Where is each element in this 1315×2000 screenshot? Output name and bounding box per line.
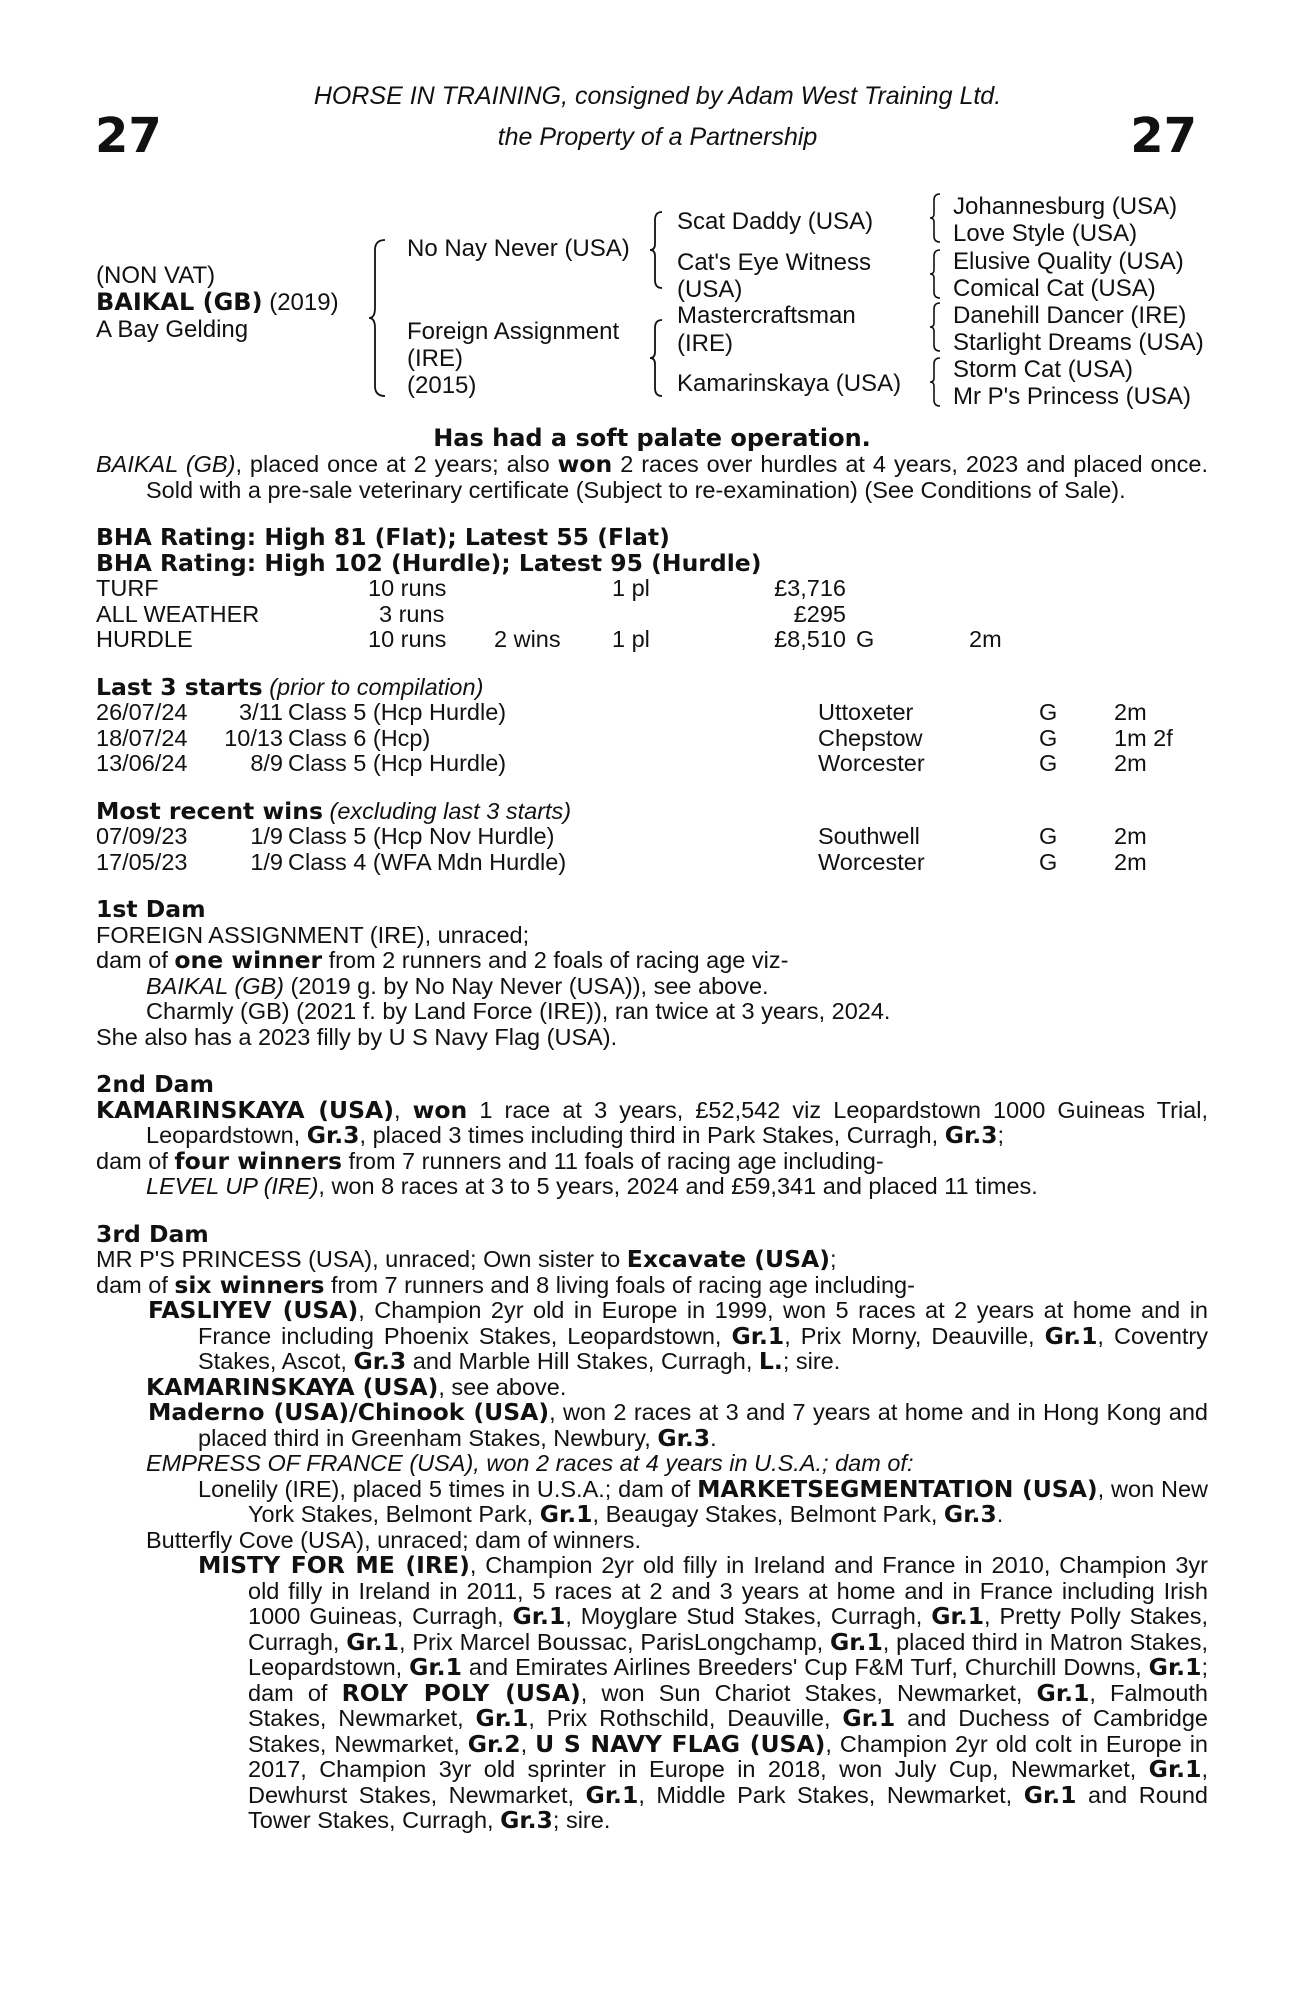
- grade-label: Gr.3: [944, 1121, 998, 1149]
- summary-text-1: , placed once at 2 years; also: [235, 451, 558, 477]
- start-distance: 2m: [1114, 699, 1147, 725]
- grade-label: Gr.1: [539, 1500, 593, 1528]
- winner-count: four winners: [174, 1146, 342, 1175]
- start-course: Uttoxeter: [818, 699, 914, 725]
- text: MR P'S PRINCESS (USA), unraced; Own sister to: [96, 1246, 627, 1272]
- text: , Prix Marcel Boussac, ParisLongchamp,: [399, 1628, 830, 1655]
- produce-name: U S NAVY FLAG (USA): [535, 1729, 826, 1758]
- sire-brace: [648, 210, 664, 290]
- start-race: Class 5 (Hcp Hurdle): [288, 750, 507, 776]
- first-dam-heading: 1st Dam: [96, 895, 206, 923]
- win-course: Southwell: [818, 823, 920, 849]
- horse-description: A Bay Gelding: [96, 316, 249, 343]
- win-race: Class 5 (Hcp Nov Hurdle): [288, 823, 555, 849]
- produce-maderno: [96, 1400, 1208, 1451]
- produce-item: Charmly (GB) (2021 f. by Land Force (IRE)), ran twice at 3 years, 2024.: [146, 998, 891, 1024]
- start-date: 26/07/24: [96, 699, 188, 725]
- grade-label: Gr.3: [657, 1423, 711, 1452]
- won-label: won: [412, 1095, 468, 1124]
- grade-label: Gr.1: [1044, 1321, 1098, 1350]
- last-3-starts-section: [96, 672, 1208, 777]
- text: from 7 runners and 11 foals of racing age including-: [342, 1147, 884, 1174]
- produce-text: (2019 g. by No Nay Never (USA)), see above.: [284, 972, 769, 999]
- grade-label: Gr.3: [943, 1500, 997, 1528]
- recent-wins-heading: [96, 796, 1208, 825]
- record-surface: ALL WEATHER: [96, 600, 260, 627]
- text: , Dewhurst Stakes, Newmarket,: [248, 1756, 1208, 1808]
- grade-label: Gr.1: [346, 1627, 400, 1656]
- win-distance: 2m: [1114, 848, 1147, 875]
- lot-number-left: 27: [95, 108, 162, 164]
- dam-line-1: Foreign Assignment: [407, 318, 620, 345]
- sire-dam-line-1: Cat's Eye Witness: [677, 249, 871, 276]
- text: .: [996, 1501, 1004, 1527]
- grade-label: Gr.1: [731, 1321, 785, 1350]
- dam-sire-line-2: (IRE): [677, 330, 733, 357]
- text: from 2 runners and 2 foals of racing age viz-: [322, 947, 789, 973]
- third-dam-produce-summary: [96, 1270, 1208, 1299]
- record-prize: £8,510: [774, 626, 846, 652]
- start-row: [96, 726, 1208, 752]
- text: , Champion 2yr old in Europe in 1999, won 5 races at 2 years at home and in France including Phoenix Stakes, Leopardstown,: [198, 1297, 1208, 1349]
- third-dam-heading: 3rd Dam: [96, 1219, 209, 1248]
- text: , placed third in Matron Stakes, Leopardstown,: [248, 1628, 1208, 1680]
- first-dam-section: [96, 897, 1208, 1050]
- race-summary: [96, 452, 1208, 503]
- start-race: Class 5 (Hcp Hurdle): [288, 699, 507, 725]
- text: dam of: [96, 1271, 175, 1298]
- consignor-header: HORSE IN TRAINING, consigned by Adam West Training Ltd.: [313, 82, 1002, 110]
- record-surface: HURDLE: [96, 626, 193, 652]
- produce-kamarinskaya: [96, 1372, 1208, 1401]
- produce-name: BAIKAL (GB): [146, 972, 285, 999]
- start-race: Class 6 (Hcp): [288, 724, 431, 751]
- text: dam of: [96, 1147, 175, 1174]
- grade-label: Gr.1: [475, 1704, 529, 1732]
- catalogue-body: [96, 452, 1208, 1834]
- dam-dam: Kamarinskaya (USA): [677, 370, 902, 397]
- dam-sire-dam: Starlight Dreams (USA): [953, 329, 1204, 356]
- start-course: Worcester: [818, 750, 925, 776]
- start-course: Chepstow: [818, 724, 923, 751]
- text: , Champion 2yr old colt in Europe in 2017, Champion 3yr old sprinter in Europe in 2018, won July Cup, Newmarket,: [248, 1730, 1208, 1782]
- brace-ds: [928, 301, 942, 353]
- start-distance: 2m: [1114, 750, 1147, 776]
- produce-lonelily: [96, 1474, 1208, 1528]
- record-going: G: [856, 626, 875, 652]
- produce-misty-for-me: [96, 1553, 1208, 1834]
- text: ,: [520, 1730, 536, 1757]
- record-prize: £295: [793, 600, 846, 627]
- second-dam-record: [96, 1095, 1208, 1149]
- record-row: [96, 576, 1208, 602]
- text: , Middle Park Stakes, Newmarket,: [638, 1781, 1024, 1808]
- dam-sire-line-1: Mastercraftsman: [677, 302, 856, 329]
- win-race: Class 4 (WFA Mdn Hurdle): [288, 848, 567, 875]
- grade-label: L.: [758, 1347, 783, 1375]
- lot-number-right: 27: [1130, 108, 1197, 164]
- first-dam-name: FOREIGN ASSIGNMENT (IRE), unraced;: [96, 921, 530, 948]
- sire-sire-dam: Love Style (USA): [953, 220, 1138, 247]
- brace-dd: [928, 356, 942, 408]
- second-dam-heading: 2nd Dam: [96, 1070, 214, 1098]
- start-going: G: [1039, 699, 1058, 725]
- text: , Coventry Stakes, Ascot,: [198, 1322, 1209, 1374]
- record-distance: 2m: [969, 626, 1002, 652]
- produce-fasliyev: [96, 1298, 1208, 1375]
- win-row: [96, 850, 1208, 876]
- second-dam-section: [96, 1072, 1208, 1200]
- pedigree-brace-main: [367, 238, 387, 398]
- produce-name: ROLY POLY (USA): [341, 1678, 581, 1707]
- produce-butterfly-cove: Butterfly Cove (USA), unraced; dam of winners.: [146, 1526, 642, 1553]
- text: , Prix Morny, Deauville,: [784, 1322, 1045, 1349]
- last-3-title: Last 3 starts: [96, 672, 263, 701]
- grade-label: Gr.1: [512, 1602, 566, 1630]
- produce-item: [96, 974, 1208, 1000]
- sire-dam-sire: Elusive Quality (USA): [953, 248, 1184, 275]
- text: ;: [830, 1246, 837, 1272]
- win-row: [96, 824, 1208, 850]
- start-date: 18/07/24: [96, 724, 188, 751]
- recent-wins-section: [96, 796, 1208, 876]
- text: , placed 3 times including third in Park Stakes, Curragh,: [359, 1122, 945, 1148]
- start-position: 3/11: [239, 699, 283, 725]
- dam-sire-sire: Danehill Dancer (IRE): [953, 302, 1187, 329]
- ratings-section: [96, 525, 1208, 653]
- text: .: [710, 1424, 717, 1451]
- start-position: 8/9: [250, 750, 283, 776]
- win-position: 1/9: [250, 823, 283, 849]
- record-placed: 1 pl: [612, 626, 650, 652]
- grade-label: Gr.1: [829, 1627, 883, 1656]
- summary-won: won: [557, 450, 613, 478]
- win-distance: 2m: [1114, 823, 1147, 849]
- sire-sire: Scat Daddy (USA): [677, 208, 874, 235]
- brace-ss: [928, 192, 942, 244]
- sire-sire-sire: Johannesburg (USA): [953, 193, 1178, 220]
- record-runs: 3 runs: [379, 600, 445, 627]
- record-placed: 1 pl: [612, 575, 650, 601]
- win-position: 1/9: [250, 848, 283, 875]
- soft-palate-notice: [96, 426, 1208, 452]
- text: and Round Tower Stakes, Curragh,: [248, 1781, 1208, 1833]
- start-distance: 1m 2f: [1114, 724, 1173, 751]
- start-row: [96, 700, 1208, 726]
- dam-line-3: (2015): [407, 372, 477, 399]
- grade-label: Gr.1: [1148, 1653, 1202, 1681]
- produce-name: KAMARINSKAYA (USA): [146, 1372, 439, 1401]
- grade-label: Gr.1: [842, 1704, 896, 1732]
- property-header: the Property of a Partnership: [497, 123, 818, 151]
- text: , Beaugay Stakes, Belmont Park,: [592, 1501, 944, 1527]
- text: , won 2 races at 3 and 7 years at home and in Hong Kong and placed third in Greenham Stakes, Newbury,: [198, 1399, 1208, 1451]
- record-row: [96, 602, 1208, 628]
- winner-count: one winner: [174, 946, 323, 974]
- third-dam-section: [96, 1219, 1209, 1834]
- start-row: [96, 751, 1208, 777]
- produce-name: Maderno (USA)/Chinook (USA): [148, 1398, 550, 1426]
- dam-line-2: (IRE): [407, 345, 463, 372]
- produce-note: She also has a 2023 filly by U S Navy Flag (USA).: [96, 1023, 618, 1050]
- start-going: G: [1039, 724, 1058, 751]
- text: ; sire.: [552, 1807, 611, 1833]
- start-position: 10/13: [224, 724, 283, 751]
- dam-dam-dam: Mr P's Princess (USA): [953, 383, 1191, 410]
- first-dam-produce-summary: [96, 948, 1208, 974]
- text: , Prix Rothschild, Deauville,: [528, 1705, 843, 1731]
- text: Lonelily (IRE), placed 5 times in U.S.A.; dam of: [198, 1475, 698, 1502]
- win-date: 17/05/23: [96, 848, 188, 875]
- notice-text: Has had a soft palate operation.: [433, 424, 871, 452]
- text: and Emirates Airlines Breeders' Cup F&M Turf, Churchill Downs,: [461, 1654, 1149, 1680]
- text: ; dam of: [248, 1654, 1208, 1706]
- grade-label: Gr.3: [353, 1347, 407, 1375]
- second-dam-name: KAMARINSKAYA (USA): [96, 1095, 394, 1124]
- produce-empress-of-france: EMPRESS OF FRANCE (USA), won 2 races at 4 years in U.S.A.; dam of:: [146, 1450, 914, 1476]
- summary-text-2: 2 races over hurdles at 4 years, 2023 and placed once. Sold with a pre-sale veterinary certificate (Subject to re-examination) (See Conditions of Sale).: [146, 451, 1208, 503]
- produce-text: , won 8 races at 3 to 5 years, 2024 and £59,341 and placed 11 times.: [318, 1173, 1038, 1199]
- vat-status: (NON VAT): [96, 262, 216, 289]
- grade-label: Gr.2: [467, 1729, 521, 1758]
- record-row: [96, 627, 1208, 653]
- produce-item: [96, 1174, 1208, 1200]
- text: ; sire.: [782, 1348, 841, 1374]
- text: , won New York Stakes, Belmont Park,: [248, 1475, 1208, 1527]
- record-wins: 2 wins: [494, 626, 561, 652]
- rating-flat: BHA Rating: High 81 (Flat); Latest 55 (Flat): [96, 523, 670, 551]
- sire: No Nay Never (USA): [407, 235, 630, 262]
- rating-hurdle: BHA Rating: High 102 (Hurdle); Latest 95 (Hurdle): [96, 548, 762, 577]
- text: , won Sun Chariot Stakes, Newmarket,: [580, 1679, 1037, 1706]
- record-runs: 10 runs: [368, 626, 447, 652]
- text: , see above.: [438, 1373, 567, 1400]
- sibling-name: Excavate (USA): [626, 1245, 830, 1273]
- grade-label: Gr.3: [306, 1121, 360, 1149]
- horse-name: BAIKAL (GB): [96, 288, 263, 316]
- third-dam-name: [96, 1247, 1208, 1273]
- produce-name: LEVEL UP (IRE): [146, 1173, 319, 1199]
- text: and Marble Hill Stakes, Curragh,: [406, 1348, 759, 1374]
- win-course: Worcester: [818, 848, 925, 875]
- sire-dam-line-2: (USA): [677, 276, 743, 303]
- grade-label: Gr.1: [931, 1602, 985, 1630]
- text: 1 race at 3 years, £52,542 viz Leopardstown 1000 Guineas Trial, Leopardstown,: [146, 1096, 1208, 1148]
- recent-wins-title: Most recent wins: [96, 796, 323, 825]
- win-going: G: [1039, 823, 1058, 849]
- grade-label: Gr.1: [1023, 1780, 1077, 1809]
- start-going: G: [1039, 750, 1058, 776]
- last-3-note: (prior to compilation): [269, 673, 484, 700]
- brace-sd: [928, 248, 942, 300]
- text: from 7 runners and 8 living foals of racing age including-: [324, 1271, 915, 1298]
- record-runs: 10 runs: [368, 575, 447, 601]
- produce-name: MARKETSEGMENTATION (USA): [697, 1474, 1098, 1503]
- horse-name-line: [96, 289, 339, 316]
- grade-label: Gr.1: [409, 1653, 462, 1681]
- grade-label: Gr.1: [585, 1780, 639, 1809]
- text: ;: [997, 1122, 1005, 1148]
- winner-count: six winners: [174, 1270, 325, 1299]
- recent-wins-note: (excluding last 3 starts): [329, 797, 572, 824]
- second-dam-produce-summary: [96, 1146, 1208, 1175]
- last-3-heading: [96, 672, 1208, 701]
- dam-dam-sire: Storm Cat (USA): [953, 356, 1134, 383]
- sire-dam-dam: Comical Cat (USA): [953, 275, 1156, 302]
- text: , Pretty Polly Stakes, Curragh,: [248, 1603, 1209, 1655]
- start-date: 13/06/24: [96, 750, 188, 776]
- text: dam of: [96, 947, 175, 973]
- grade-label: Gr.3: [500, 1806, 553, 1834]
- text: , Champion 2yr old filly in Ireland and France in 2010, Champion 3yr old filly in Ireland in 2011, 5 races at 2 and 3 years at home and in France including Irish 1000 Guineas, Curragh,: [248, 1552, 1208, 1629]
- text: , Moyglare Stud Stakes, Curragh,: [565, 1603, 932, 1629]
- produce-name: MISTY FOR ME (IRE): [198, 1551, 470, 1579]
- win-going: G: [1039, 848, 1058, 875]
- dam-brace: [648, 318, 664, 398]
- grade-label: Gr.1: [1148, 1755, 1202, 1783]
- grade-label: Gr.1: [1036, 1678, 1090, 1707]
- text: ,: [393, 1096, 413, 1123]
- produce-name: FASLIYEV (USA): [148, 1296, 359, 1324]
- record-prize: £3,716: [774, 575, 846, 601]
- win-date: 07/09/23: [96, 823, 188, 849]
- summary-horse-name: BAIKAL (GB): [96, 451, 236, 477]
- text: and Duchess of Cambridge Stakes, Newmarket,: [248, 1705, 1209, 1757]
- text: , Falmouth Stakes, Newmarket,: [248, 1679, 1208, 1731]
- horse-year: (2019): [269, 289, 339, 316]
- record-surface: TURF: [96, 575, 159, 601]
